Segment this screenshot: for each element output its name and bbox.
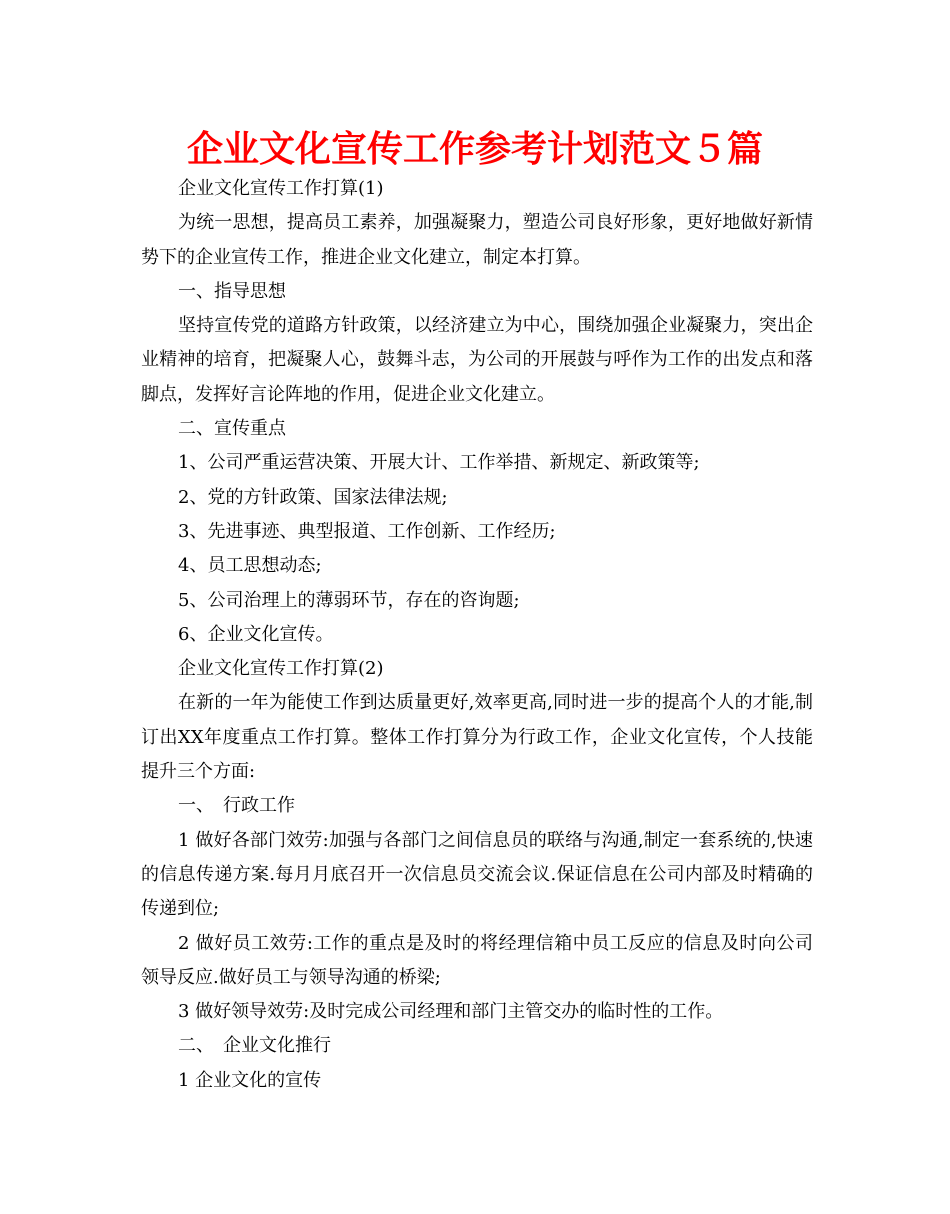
list-item: 2、党的方针政策、国家法律法规; [178,486,448,508]
section-heading: 一、指导思想 [178,280,286,302]
section-heading: 一、 行政工作 [178,795,295,817]
document-body [141,172,813,1098]
section-heading: 企业文化宣传工作打算(2) [178,658,384,680]
section-heading: 二、 企业文化推行 [178,1035,331,1057]
paragraph: 1 企业文化的宣传 [178,1069,322,1091]
paragraph: 3 做好领导效劳:及时完成公司经理和部门主管交办的临时性的工作。 [178,1001,724,1023]
list-item: 4、员工思想动态; [178,555,322,577]
list-item: 6、企业文化宣传。 [178,623,334,645]
paragraph: 在新的一年为能使工作到达质量更好,效率更高,同时进一步的提高个人的才能,制订出XX年度重点工作打算。整体工作打算分为行政工作，企业文化宣传，个人技能提升三个方面: [141,692,813,783]
section-heading: 企业文化宣传工作打算(1) [178,178,384,199]
paragraph: 1 做好各部门效劳:加强与各部门之间信息员的联络与沟通,制定一套系统的,快速的信息传递方案.每月月底召开一次信息员交流会议.保证信息在公司内部及时精确的传递到位; [141,829,813,920]
list-item: 3、先进事迹、典型报道、工作创新、工作经历; [178,520,556,542]
list-item: 5、公司治理上的薄弱环节，存在的咨询题; [178,589,520,611]
section-heading: 二、宣传重点 [178,418,286,440]
list-item: 1、公司严重运营决策、开展大计、工作举措、新规定、新政策等; [178,452,700,474]
document-title: 企业文化宣传工作参考计划范文５篇 [186,129,763,170]
paragraph: 坚持宣传党的道路方针政策，以经济建立为中心，围绕加强企业凝聚力，突出企业精神的培育，把凝聚人心，鼓舞斗志，为公司的开展鼓与呼作为工作的出发点和落脚点，发挥好言论阵地的作用，促进企业文化建立。 [141,315,813,405]
paragraph: 2 做好员工效劳:工作的重点是及时的将经理信箱中员工反应的信息及时向公司领导反应.做好员工与领导沟通的桥梁; [141,932,813,988]
paragraph: 为统一思想，提高员工素养，加强凝聚力，塑造公司良好形象，更好地做好新情势下的企业宣传工作，推进企业文化建立，制定本打算。 [141,212,813,268]
